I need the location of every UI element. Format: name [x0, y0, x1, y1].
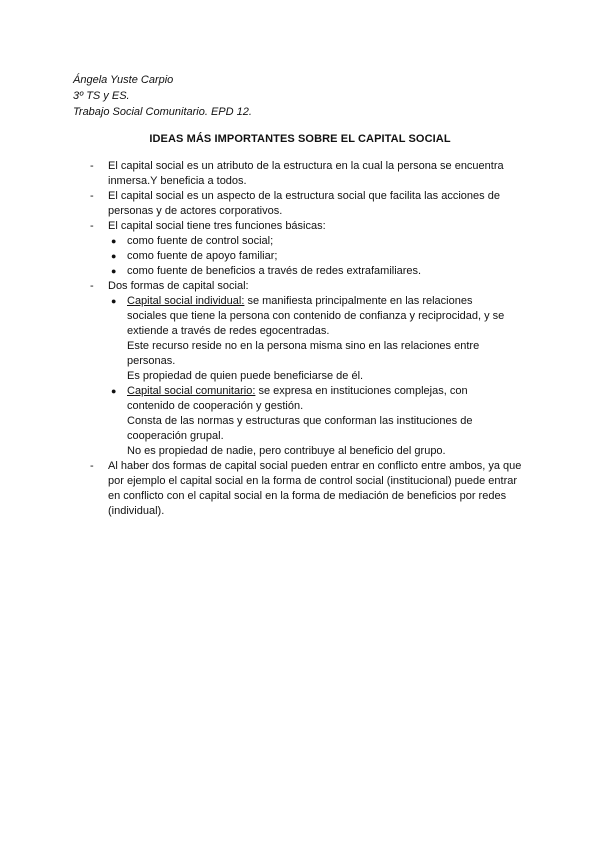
- form-label: Capital social individual:: [127, 295, 245, 307]
- text-line: Este recurso reside no en la persona misma sino en las relaciones entre: [127, 340, 480, 352]
- sub-list-item: [90, 264, 530, 279]
- dash-marker: -: [90, 190, 94, 202]
- text-line: personas.: [127, 355, 176, 367]
- document-header: [73, 72, 252, 120]
- list-item: [90, 159, 530, 189]
- text-line: extiende a través de redes egocentradas.: [127, 325, 330, 337]
- text-line: por ejemplo el capital social en la forma de control social (institucional) puede entrar: [108, 475, 518, 487]
- text-line: como fuente de beneficios a través de redes extrafamiliares.: [127, 265, 422, 277]
- bullet-dot-icon: ●: [111, 236, 117, 246]
- text-line: personas y de actores corporativos.: [108, 205, 283, 217]
- list-item: [90, 279, 530, 294]
- sub-list-item: [90, 234, 530, 249]
- bullet-dot-icon: ●: [111, 296, 117, 306]
- text-line: El capital social tiene tres funciones básicas:: [108, 220, 326, 232]
- bullet-dot-icon: ●: [111, 251, 117, 261]
- sub-list-item: [90, 294, 530, 384]
- text-line: Es propiedad de quien puede beneficiarse de él.: [127, 370, 364, 382]
- text-line: como fuente de apoyo familiar;: [127, 250, 278, 262]
- text-line: se expresa en instituciones complejas, con: [255, 385, 468, 397]
- text-line: se manifiesta principalmente en las relaciones: [244, 295, 473, 307]
- bullet-dot-icon: ●: [111, 266, 117, 276]
- text-line: Dos formas de capital social:: [108, 280, 249, 292]
- bullet-dot-icon: ●: [111, 386, 117, 396]
- text-line: El capital social es un aspecto de la estructura social que facilita las acciones de: [108, 190, 500, 202]
- text-line: No es propiedad de nadie, pero contribuye al beneficio del grupo.: [127, 445, 446, 457]
- list-item: [90, 189, 530, 219]
- text-line: contenido de cooperación y gestión.: [127, 400, 304, 412]
- document-body: [90, 159, 530, 519]
- document-title: IDEAS MÁS IMPORTANTES SOBRE EL CAPITAL SOCIAL: [149, 133, 451, 145]
- author-name: Ángela Yuste Carpio: [73, 74, 174, 86]
- dash-marker: -: [90, 460, 94, 472]
- sub-list-item: [90, 384, 530, 459]
- text-line: como fuente de control social;: [127, 235, 274, 247]
- text-line: cooperación grupal.: [127, 430, 224, 442]
- list-item: [90, 459, 530, 519]
- text-line: inmersa.Y beneficia a todos.: [108, 175, 247, 187]
- text-line: Consta de las normas y estructuras que conforman las instituciones de: [127, 415, 473, 427]
- text-line: Al haber dos formas de capital social pueden entrar en conflicto entre ambos, ya que: [108, 460, 522, 472]
- sub-list: [90, 234, 530, 279]
- text-line: en conflicto con el capital social en la forma de mediación de beneficios por redes: [108, 490, 507, 502]
- sub-list-item: [90, 249, 530, 264]
- text-line: El capital social es un atributo de la estructura en la cual la persona se encuentra: [108, 160, 504, 172]
- dash-marker: -: [90, 160, 94, 172]
- text-line: sociales que tiene la persona con contenido de confianza y reciprocidad, y se: [127, 310, 505, 322]
- course-label: 3º TS y ES.: [73, 90, 130, 102]
- dash-marker: -: [90, 280, 94, 292]
- subject-label: Trabajo Social Comunitario. EPD 12.: [73, 106, 252, 118]
- list-item: [90, 219, 530, 234]
- form-label: Capital social comunitario:: [127, 385, 256, 397]
- sub-list: [90, 294, 530, 459]
- text-line: (individual).: [108, 505, 165, 517]
- dash-marker: -: [90, 220, 94, 232]
